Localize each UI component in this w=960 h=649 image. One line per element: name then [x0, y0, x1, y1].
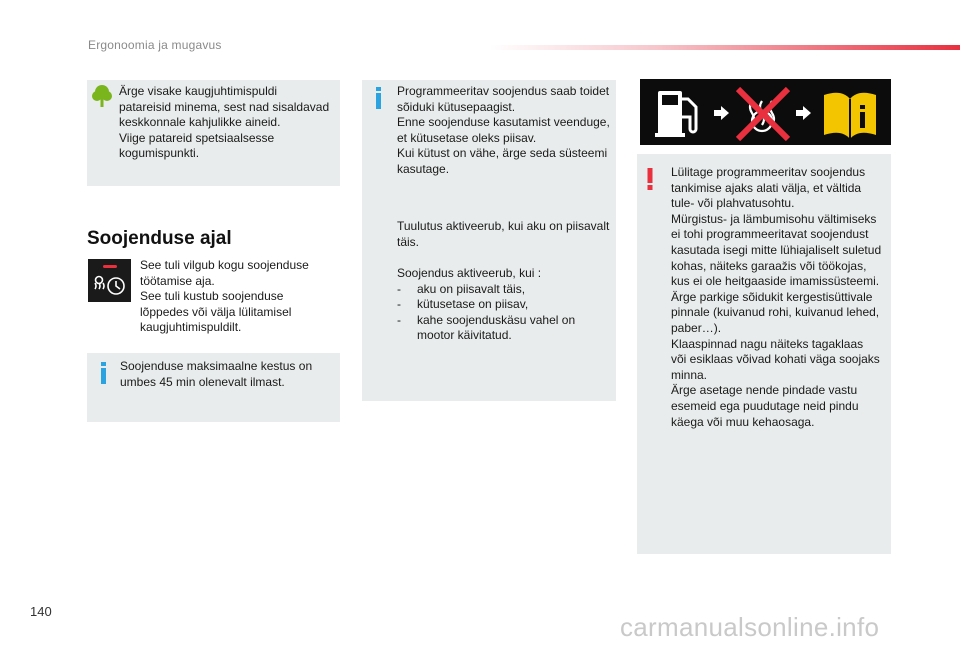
- ventilation-line: täis.: [397, 234, 420, 249]
- arrow-right-icon: [714, 106, 729, 120]
- arrow-right-icon: [796, 106, 811, 120]
- warning-line: Lülitage programmeeritav soojendus: [671, 165, 866, 179]
- eco-note-box: [87, 80, 340, 186]
- indicator-line: lõppedes või välja lülitamisel: [140, 304, 292, 319]
- no-heater-icon: [738, 89, 788, 139]
- warning-line: minna.: [671, 367, 708, 382]
- manual-book-icon: [824, 93, 876, 139]
- eco-note-line: Viige patareid spetsiaalsesse: [119, 130, 275, 145]
- indicator-line: kaugjuhtimispuldilt.: [140, 320, 242, 335]
- fuel-info-line: Programmeeritav soojendus saab toidet: [397, 84, 610, 98]
- warning-line: ei tohi programmeeritavat soojendust: [671, 227, 869, 242]
- exclamation-icon: [646, 168, 654, 195]
- tree-icon: [91, 84, 113, 113]
- conditions-intro: Soojendus aktiveerub, kui :: [397, 266, 542, 280]
- ventilation-line: Tuulutus aktiveerub, kui aku on piisavalt: [397, 219, 610, 233]
- condition-item: - kahe soojenduskäsu vahel on mootor käivitatud.: [397, 313, 582, 344]
- fuel-pump-icon: [655, 91, 696, 137]
- indicator-line: töötamise aja.: [140, 273, 215, 288]
- fuel-warning-pictogram: [640, 79, 891, 145]
- warning-line: Mürgistus- ja lämbumisohu vältimiseks: [671, 211, 877, 226]
- chapter-accent-bar: [490, 45, 960, 50]
- duration-line: Soojenduse maksimaalne kestus on: [120, 359, 313, 373]
- page-number: 140: [30, 604, 52, 619]
- condition-item: - kütusetase on piisav,: [397, 297, 613, 313]
- warning-line: Klaaspinnad nagu näiteks tagaklaas: [671, 336, 864, 351]
- watermark: carmanualsonline.info: [620, 612, 880, 642]
- warning-line: tule- või plahvatusohtu.: [671, 196, 795, 211]
- warning-line: käega või muu kehaosaga.: [671, 414, 815, 429]
- safety-warning-box: [637, 154, 891, 554]
- warning-line: Ärge parkige sõidukit kergestisüttivale: [671, 289, 873, 304]
- warning-line: või esiklaas võivad kohati väga soojaks: [671, 352, 880, 367]
- condition-item: - aku on piisavalt täis,: [397, 282, 613, 298]
- heater-timer-icon: [88, 259, 131, 302]
- indicator-line: See tuli vilgub kogu soojenduse: [140, 258, 309, 272]
- eco-note-line: keskkonnale kahjulikke aineid.: [119, 115, 281, 130]
- fuel-info-line: Kui kütust on vähe, ärge seda süsteemi: [397, 146, 608, 161]
- warning-line: Ärge asetage nende pindade vastu: [671, 383, 858, 398]
- fuel-info-line: Enne soojenduse kasutamist veenduge,: [397, 115, 610, 130]
- warning-line: tankimise ajaks alati välja, et vältida: [671, 180, 862, 195]
- warning-line: esemeid ega puudutage neid pindu: [671, 398, 859, 413]
- fuel-info-box: [362, 80, 616, 401]
- warning-line: paber…).: [671, 320, 722, 335]
- fuel-info-line: kasutage.: [397, 161, 450, 176]
- info-icon: [99, 362, 109, 389]
- indicator-line: See tuli kustub soojenduse: [140, 289, 284, 304]
- conditions-list: [397, 282, 613, 344]
- warning-line: pinnale (kuivanud rohi, kuivanud lehed,: [671, 305, 880, 320]
- duration-line: umbes 45 min olenevalt ilmast.: [120, 374, 285, 389]
- info-icon: [374, 87, 384, 114]
- warning-line: kohas, näiteks garaažis või töökojas,: [671, 258, 867, 273]
- warning-line: kus ei ole heitgaaside imamissüsteemi.: [671, 274, 880, 289]
- fuel-info-line: et kütusetase oleks piisav.: [397, 130, 537, 145]
- eco-note-line: kogumispunkti.: [119, 146, 200, 161]
- section-title: Soojenduse ajal: [87, 228, 232, 249]
- warning-line: kasutada isegi mitte lühiajaliselt suletud: [671, 242, 882, 257]
- eco-note-line: patareisid minema, sest nad sisaldavad: [119, 99, 330, 114]
- duration-info-box: [87, 353, 340, 422]
- chapter-title: Ergonoomia ja mugavus: [88, 38, 222, 52]
- eco-note-line: Ärge visake kaugjuhtimispuldi: [119, 84, 278, 98]
- fuel-info-line: sõiduki kütusepaagist.: [397, 99, 516, 114]
